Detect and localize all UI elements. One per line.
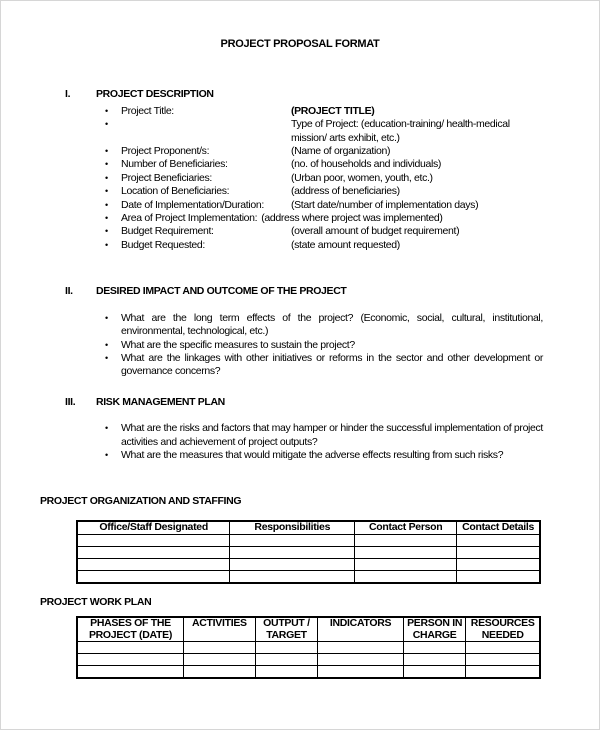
bullet-icon: • bbox=[105, 226, 108, 237]
empty-cell bbox=[183, 654, 255, 666]
table-row bbox=[77, 654, 540, 666]
workplan-heading: PROJECT WORK PLAN bbox=[40, 595, 152, 608]
column-header-phases: PHASES OF THE PROJECT (DATE) bbox=[77, 617, 183, 642]
bullet-icon: • bbox=[105, 159, 108, 170]
bullet-icon: • bbox=[105, 186, 108, 197]
question-item bbox=[1, 339, 599, 352]
empty-cell bbox=[77, 546, 230, 558]
field-label: Number of Beneficiaries: bbox=[121, 158, 228, 171]
column-header-activities: ACTIVITIES bbox=[183, 617, 255, 642]
section-heading: DESIRED IMPACT AND OUTCOME OF THE PROJECT bbox=[96, 285, 347, 298]
section-heading-row bbox=[1, 88, 599, 101]
empty-cell bbox=[466, 654, 540, 666]
bullet-icon: • bbox=[105, 105, 108, 116]
table-row bbox=[77, 558, 540, 570]
field-value: (state amount requested) bbox=[291, 238, 400, 251]
empty-cell bbox=[355, 558, 457, 570]
empty-cell bbox=[77, 654, 183, 666]
field-value: Type of Project: (education-training/ health-medical mission/ arts exhibit, etc.) bbox=[291, 118, 510, 144]
field-value: (PROJECT TITLE) bbox=[291, 104, 375, 117]
question-text: What are the measures that would mitigate the adverse effects resulting from such risks? bbox=[121, 448, 504, 461]
question-list bbox=[1, 422, 599, 462]
field-label: Budget Requested: bbox=[121, 238, 205, 251]
section-risk-management bbox=[1, 396, 599, 463]
bullet-icon: • bbox=[105, 213, 108, 224]
empty-cell bbox=[230, 546, 355, 558]
field-label: Budget Requirement: bbox=[121, 225, 214, 238]
table-row bbox=[77, 666, 540, 679]
field-row-number-of-beneficiaries bbox=[1, 158, 599, 171]
column-header-responsibilities: Responsibilities bbox=[230, 521, 355, 535]
column-header-output-target: OUTPUT / TARGET bbox=[255, 617, 318, 642]
empty-cell bbox=[77, 642, 183, 654]
empty-cell bbox=[77, 558, 230, 570]
question-item bbox=[1, 449, 599, 462]
field-value: (Urban poor, women, youth, etc.) bbox=[291, 171, 433, 184]
section-heading: RISK MANAGEMENT PLAN bbox=[96, 395, 225, 408]
column-header-person-in-charge: PERSON IN CHARGE bbox=[403, 617, 466, 642]
empty-cell bbox=[77, 534, 230, 546]
field-label: Area of Project Implementation: bbox=[121, 212, 258, 225]
empty-cell bbox=[255, 642, 318, 654]
empty-cell bbox=[77, 666, 183, 679]
empty-cell bbox=[466, 642, 540, 654]
description-field-list bbox=[1, 105, 599, 252]
question-text: What are the linkages with other initiatives or reforms in the sector and other development or governance concerns? bbox=[121, 351, 543, 378]
empty-cell bbox=[318, 654, 404, 666]
empty-cell bbox=[355, 534, 457, 546]
field-value: (overall amount of budget requirement) bbox=[291, 225, 460, 238]
table-row bbox=[77, 570, 540, 583]
empty-cell bbox=[355, 546, 457, 558]
empty-cell bbox=[230, 558, 355, 570]
empty-cell bbox=[183, 666, 255, 679]
staffing-table bbox=[76, 520, 541, 584]
section-heading-row bbox=[1, 396, 599, 409]
bullet-icon: • bbox=[105, 312, 108, 323]
field-value: (Name of organization) bbox=[291, 145, 391, 158]
field-value: (address of beneficiaries) bbox=[291, 185, 400, 198]
section-project-description bbox=[1, 88, 599, 252]
field-label: Project Beneficiaries: bbox=[121, 171, 212, 184]
bullet-icon: • bbox=[105, 119, 108, 130]
field-row-budget-requested bbox=[1, 239, 599, 252]
empty-cell bbox=[318, 642, 404, 654]
question-item bbox=[1, 352, 599, 379]
field-value: (address where project was implemented) bbox=[261, 212, 443, 225]
bullet-icon: • bbox=[105, 146, 108, 157]
empty-cell bbox=[457, 534, 540, 546]
empty-cell bbox=[457, 570, 540, 583]
table-row bbox=[77, 546, 540, 558]
field-label: Project Proponent/s: bbox=[121, 145, 210, 158]
section-heading: PROJECT DESCRIPTION bbox=[96, 88, 214, 101]
field-row-type-of-project bbox=[1, 118, 599, 145]
field-row-location-of-beneficiaries bbox=[1, 185, 599, 198]
bullet-icon: • bbox=[105, 339, 108, 350]
empty-cell bbox=[457, 558, 540, 570]
field-row-project-title bbox=[1, 105, 599, 118]
staffing-header-row bbox=[77, 521, 540, 535]
page-title: PROJECT PROPOSAL FORMAT bbox=[220, 38, 380, 50]
question-item bbox=[1, 422, 599, 449]
question-item bbox=[1, 312, 599, 339]
section-numeral: II. bbox=[65, 285, 73, 298]
field-row-date-of-implementation bbox=[1, 199, 599, 212]
empty-cell bbox=[403, 666, 466, 679]
section-heading-row bbox=[1, 285, 599, 298]
field-row-project-proponents bbox=[1, 145, 599, 158]
column-header-contact-person: Contact Person bbox=[355, 521, 457, 535]
field-row-project-beneficiaries bbox=[1, 172, 599, 185]
field-label: Project Title: bbox=[121, 104, 174, 117]
empty-cell bbox=[355, 570, 457, 583]
field-label: Date of Implementation/Duration: bbox=[121, 198, 264, 211]
table-row bbox=[77, 642, 540, 654]
table-row bbox=[77, 534, 540, 546]
empty-cell bbox=[466, 666, 540, 679]
bullet-icon: • bbox=[105, 423, 108, 434]
workplan-table bbox=[76, 616, 541, 679]
field-value: (no. of households and individuals) bbox=[291, 158, 442, 171]
field-value: (Start date/number of implementation days) bbox=[291, 198, 479, 211]
bullet-icon: • bbox=[105, 352, 108, 363]
empty-cell bbox=[230, 534, 355, 546]
field-row-area-of-implementation bbox=[1, 212, 599, 225]
field-label bbox=[121, 118, 291, 145]
bullet-icon: • bbox=[105, 239, 108, 250]
empty-cell bbox=[403, 642, 466, 654]
question-text: What are the long term effects of the project? (Economic, social, cultural, institutional, environmental, technological, etc.) bbox=[121, 311, 543, 338]
bullet-icon: • bbox=[105, 199, 108, 210]
empty-cell bbox=[77, 570, 230, 583]
question-text: What are the risks and factors that may hamper or hinder the successful implementation of project activities and achievement of project outputs? bbox=[121, 422, 543, 448]
section-numeral: I. bbox=[65, 88, 71, 101]
question-text: What are the specific measures to sustain the project? bbox=[121, 338, 355, 351]
bullet-icon: • bbox=[105, 172, 108, 183]
staffing-heading: PROJECT ORGANIZATION AND STAFFING bbox=[40, 495, 242, 508]
empty-cell bbox=[183, 642, 255, 654]
section-desired-impact bbox=[1, 285, 599, 378]
column-header-resources-needed: RESOURCES NEEDED bbox=[466, 617, 540, 642]
section-numeral: III. bbox=[65, 395, 76, 408]
question-list bbox=[1, 312, 599, 379]
empty-cell bbox=[255, 666, 318, 679]
field-label: Location of Beneficiaries: bbox=[121, 185, 230, 198]
bullet-icon: • bbox=[105, 449, 108, 460]
empty-cell bbox=[230, 570, 355, 583]
column-header-contact-details: Contact Details bbox=[457, 521, 540, 535]
empty-cell bbox=[255, 654, 318, 666]
field-row-budget-requirement bbox=[1, 225, 599, 238]
empty-cell bbox=[403, 654, 466, 666]
workplan-header-row bbox=[77, 617, 540, 642]
empty-cell bbox=[457, 546, 540, 558]
column-header-office-staff: Office/Staff Designated bbox=[77, 521, 230, 535]
column-header-indicators: INDICATORS bbox=[318, 617, 404, 642]
empty-cell bbox=[318, 666, 404, 679]
